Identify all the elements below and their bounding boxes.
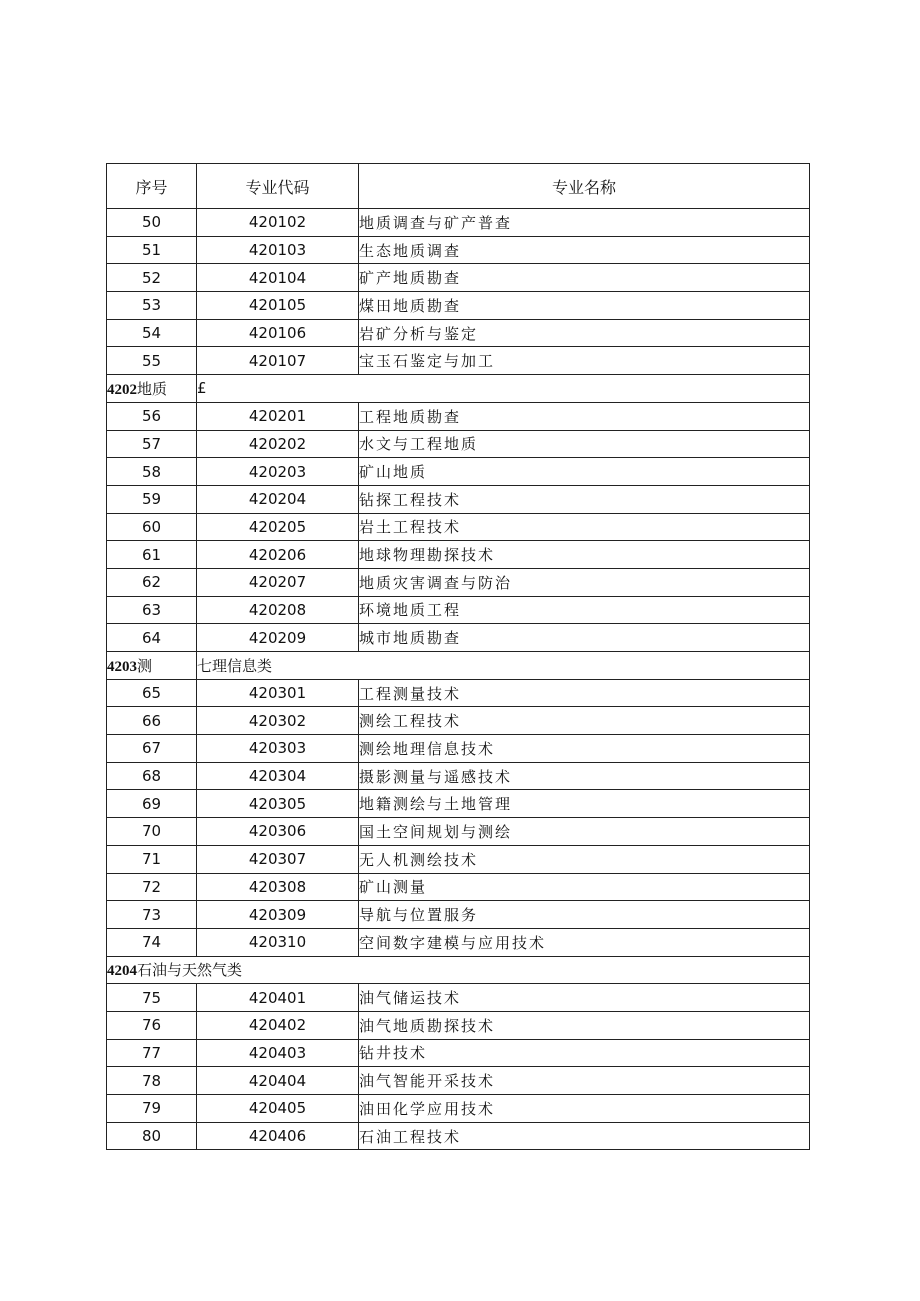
seq-cell: 65 (107, 679, 197, 707)
table-row (107, 319, 810, 347)
table-row (107, 624, 810, 652)
seq-cell: 60 (107, 513, 197, 541)
code-cell: 420103 (197, 236, 359, 264)
code-cell: 420202 (197, 430, 359, 458)
table-row (107, 430, 810, 458)
seq-cell: 54 (107, 319, 197, 347)
table-row (107, 568, 810, 596)
table-row (107, 1122, 810, 1150)
name-cell: 摄影测量与遥感技术 (359, 762, 810, 790)
seq-cell: 53 (107, 292, 197, 320)
table-header-row (107, 164, 810, 209)
name-cell: 地质调查与矿产普查 (359, 209, 810, 237)
seq-cell: 73 (107, 901, 197, 929)
seq-cell: 77 (107, 1039, 197, 1067)
name-cell: 矿产地质勘查 (359, 264, 810, 292)
code-cell: 420306 (197, 818, 359, 846)
name-cell: 工程地质勘查 (359, 402, 810, 430)
code-cell: 420303 (197, 735, 359, 763)
table-row (107, 984, 810, 1012)
code-cell: 420207 (197, 568, 359, 596)
code-cell: 420203 (197, 458, 359, 486)
name-cell: 测绘工程技术 (359, 707, 810, 735)
code-cell: 420102 (197, 209, 359, 237)
name-cell: 油气地质勘探技术 (359, 1011, 810, 1039)
table-row (107, 458, 810, 486)
name-cell: 测绘地理信息技术 (359, 735, 810, 763)
category-cell (107, 375, 197, 403)
code-cell: 420205 (197, 513, 359, 541)
table-row (107, 1095, 810, 1123)
table-row (107, 679, 810, 707)
seq-cell: 55 (107, 347, 197, 375)
seq-cell: 68 (107, 762, 197, 790)
code-cell: 420403 (197, 1039, 359, 1067)
name-cell: 地质灾害调查与防治 (359, 568, 810, 596)
name-cell: 矿山测量 (359, 873, 810, 901)
name-cell: 无人机测绘技术 (359, 845, 810, 873)
name-cell: 岩土工程技术 (359, 513, 810, 541)
table-row (107, 513, 810, 541)
code-cell: 420209 (197, 624, 359, 652)
name-cell: 石油工程技术 (359, 1122, 810, 1150)
name-cell: 环境地质工程 (359, 596, 810, 624)
name-cell: 岩矿分析与鉴定 (359, 319, 810, 347)
name-cell: 钻探工程技术 (359, 485, 810, 513)
seq-cell: 71 (107, 845, 197, 873)
code-cell: 420401 (197, 984, 359, 1012)
code-cell: 420308 (197, 873, 359, 901)
table-row (107, 402, 810, 430)
name-cell: 生态地质调查 (359, 236, 810, 264)
seq-cell: 51 (107, 236, 197, 264)
seq-cell: 79 (107, 1095, 197, 1123)
seq-cell: 66 (107, 707, 197, 735)
code-cell: 420107 (197, 347, 359, 375)
code-cell: 420404 (197, 1067, 359, 1095)
table-row (107, 1067, 810, 1095)
table-row (107, 762, 810, 790)
code-cell: 420206 (197, 541, 359, 569)
table-row (107, 596, 810, 624)
seq-cell: 56 (107, 402, 197, 430)
table-row (107, 707, 810, 735)
seq-cell: 70 (107, 818, 197, 846)
name-cell: 工程测量技术 (359, 679, 810, 707)
seq-cell: 62 (107, 568, 197, 596)
category-cell (107, 956, 810, 984)
code-cell: 420208 (197, 596, 359, 624)
table-row (107, 541, 810, 569)
seq-cell: 50 (107, 209, 197, 237)
name-cell: 城市地质勘查 (359, 624, 810, 652)
name-cell: 油气储运技术 (359, 984, 810, 1012)
name-cell: 钻井技术 (359, 1039, 810, 1067)
code-cell: 420301 (197, 679, 359, 707)
code-cell: 420307 (197, 845, 359, 873)
category-name: 测 (137, 656, 153, 675)
seq-cell: 59 (107, 485, 197, 513)
seq-cell: 57 (107, 430, 197, 458)
seq-cell: 61 (107, 541, 197, 569)
table-row (107, 485, 810, 513)
category-name-continued: 七理信息类 (197, 652, 810, 680)
seq-cell: 78 (107, 1067, 197, 1095)
table-row (107, 845, 810, 873)
code-cell: 420201 (197, 402, 359, 430)
name-cell: 空间数字建模与应用技术 (359, 928, 810, 956)
code-cell: 420104 (197, 264, 359, 292)
name-cell: 地籍测绘与土地管理 (359, 790, 810, 818)
category-name: 地质 (137, 379, 168, 398)
code-cell: 420106 (197, 319, 359, 347)
header-seq: 序号 (107, 164, 197, 209)
category-row (107, 956, 810, 984)
code-cell: 420105 (197, 292, 359, 320)
table-row (107, 818, 810, 846)
majors-table (106, 163, 810, 1150)
name-cell: 油田化学应用技术 (359, 1095, 810, 1123)
code-cell: 420406 (197, 1122, 359, 1150)
code-cell: 420405 (197, 1095, 359, 1123)
code-cell: 420402 (197, 1011, 359, 1039)
table-row (107, 292, 810, 320)
category-code: 4204 (107, 963, 137, 980)
name-cell: 导航与位置服务 (359, 901, 810, 929)
seq-cell: 72 (107, 873, 197, 901)
header-code: 专业代码 (197, 164, 359, 209)
seq-cell: 52 (107, 264, 197, 292)
name-cell: 油气智能开采技术 (359, 1067, 810, 1095)
code-cell: 420310 (197, 928, 359, 956)
category-code: 4203 (107, 658, 137, 675)
seq-cell: 63 (107, 596, 197, 624)
table-row (107, 873, 810, 901)
table-body (107, 209, 810, 1150)
seq-cell: 58 (107, 458, 197, 486)
seq-cell: 64 (107, 624, 197, 652)
table-row (107, 1039, 810, 1067)
category-code: 4202 (107, 381, 137, 398)
name-cell: 国土空间规划与测绘 (359, 818, 810, 846)
table-row (107, 901, 810, 929)
table-row (107, 928, 810, 956)
seq-cell: 74 (107, 928, 197, 956)
table-row (107, 347, 810, 375)
table-row (107, 236, 810, 264)
name-cell: 矿山地质 (359, 458, 810, 486)
table-row (107, 209, 810, 237)
name-cell: 地球物理勘探技术 (359, 541, 810, 569)
seq-cell: 76 (107, 1011, 197, 1039)
category-row (107, 375, 810, 403)
table-row (107, 1011, 810, 1039)
seq-cell: 75 (107, 984, 197, 1012)
code-cell: 420302 (197, 707, 359, 735)
header-name: 专业名称 (359, 164, 810, 209)
seq-cell: 69 (107, 790, 197, 818)
category-row (107, 652, 810, 680)
table-row (107, 790, 810, 818)
name-cell: 宝玉石鉴定与加工 (359, 347, 810, 375)
name-cell: 水文与工程地质 (359, 430, 810, 458)
table-row (107, 735, 810, 763)
table-row (107, 264, 810, 292)
category-cell (107, 652, 197, 680)
code-cell: 420204 (197, 485, 359, 513)
category-name: 石油与天然气类 (137, 961, 243, 980)
code-cell: 420304 (197, 762, 359, 790)
name-cell: 煤田地质勘查 (359, 292, 810, 320)
code-cell: 420309 (197, 901, 359, 929)
seq-cell: 67 (107, 735, 197, 763)
seq-cell: 80 (107, 1122, 197, 1150)
code-cell: 420305 (197, 790, 359, 818)
category-name-continued: £ (197, 375, 810, 403)
